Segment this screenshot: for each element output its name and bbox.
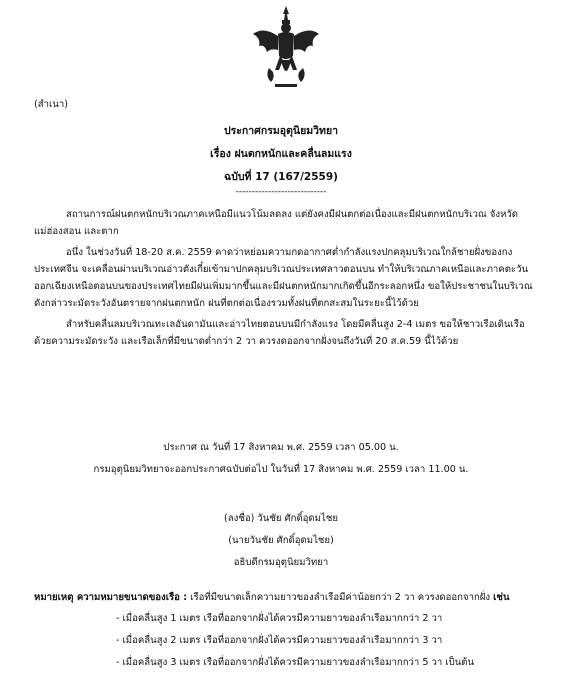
note [34,588,552,674]
paragraph: อนึ่ง ในช่วงวันที่ 18-20 ส.ค. 2559 คาดว่าหย่อมความกดอากาศต่ำกำลังแรงปกคลุมบริเวณใกล้ชายฝั่งของกงประเทศจีน จะเคลื่อนผ่านบริเวณอ่าวตังเกี๋ยเข้ามาปกคลุมบริเวณประเทศลาวตอนบน ทำให้บริเวณภาคเหนือและภาคตะวันออกเฉียงเหนือตอนบนของประเทศไทยมีฝนเพิ่มมากขึ้นและมีฝนตกหนักมากเกิดขึ้นอีกระลอกหนึ่ง ขอให้ประชาชนในบริเวณดังกล่าวระมัดระวังอันตรายจากฝนตกหนัก ฝนที่ตกต่อเนื่องรวมทั้งฝนที่ตกสะสมในระยะนี้ไว้ด้วย [34,247,533,309]
note-bullet: - เมื่อคลื่นสูง 2 เมตร เรือที่ออกจากฝั่งได้ควรมีความยาวของลำเรือมากกว่า 3 วา [116,635,443,646]
note-intro [34,588,552,608]
paragraph: สถานการณ์ฝนตกหนักบริเวณภาคเหนือมีแนวโน้มลดลง แต่ยังคงมีฝนตกต่อเนื่องและมีฝนตกหนักบริเวณ จังหวัดแม่ฮ่องสอน และตาก [34,209,519,237]
copy-label: (สำเนา) [34,99,68,110]
announce-date: ประกาศ ณ วันที่ 17 สิงหาคม พ.ศ. 2559 เวลา 05.00 น. [163,442,399,453]
note-bullet: - เมื่อคลื่นสูง 1 เมตร เรือที่ออกจากฝั่งได้ควรมีความยาวของลำเรือมากกว่า 2 วา [116,613,443,624]
signed-line: (ลงชื่อ) วันชัย ศักดิ์อุดมไชย [224,513,338,524]
body [34,206,538,354]
issue-number: ฉบับที่ 17 (167/2559) [224,171,338,183]
note-bullet: - เมื่อคลื่นสูง 3 เมตร เรือที่ออกจากฝั่งได้ควรมีความยาวของลำเรือมากกว่า 5 วา เป็นต้น [116,657,475,668]
org-title: ประกาศกรมอุตุนิยมวิทยา [223,125,339,137]
separator: ---------------------------- [235,187,327,197]
note-lead: หมายเหตุ ความหมายขนาดของเรือ : [34,592,188,603]
note-tail: เช่น [493,592,510,603]
subject: เรื่อง ฝนตกหนักและคลื่นลมแรง [210,148,352,160]
paragraph: สำหรับคลื่นลมบริเวณทะเลอันดามันและอ่าวไทยตอนบนมีกำลังแรง โดยมีคลื่นสูง 2-4 เมตร ขอให้ชาวเรือเดินเรือด้วยความระมัดระวัง และเรือเล็กที่มีขนาดต่ำกว่า 2 วา ควรงดออกจากฝั่งจนถึงวันที่ 20 ส.ค.59 นี้ไว้ด้วย [34,319,525,347]
note-text: เรือที่มีขนาดเล็กความยาวของลำเรือมีค่าน้อยกว่า 2 วา ควรงดออกจากฝั่ง [187,592,494,603]
next-announcement: กรมอุตุนิยมวิทยาจะออกประกาศฉบับต่อไป ในวันที่ 17 สิงหาคม พ.ศ. 2559 เวลา 11.00 น. [93,464,469,475]
signer-position: อธิบดีกรมอุตุนิยมวิทยา [233,557,329,568]
header [0,120,562,189]
signer-name: (นายวันชัย ศักดิ์อุดมไชย) [228,535,334,546]
signature-block [0,508,562,574]
garuda-emblem-icon [251,4,321,90]
announcement [0,437,562,481]
